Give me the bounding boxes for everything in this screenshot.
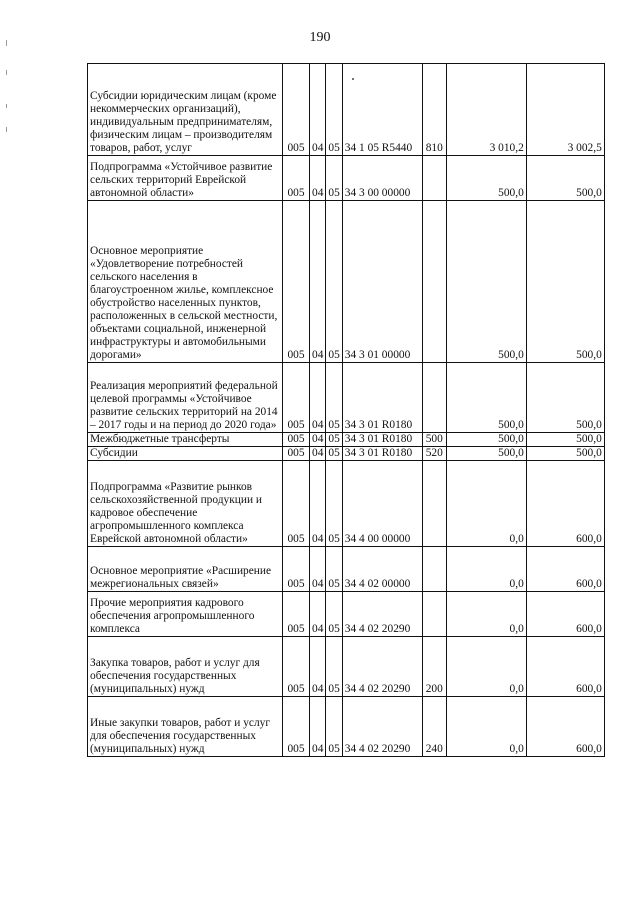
cell-amount-year-2: 600,0: [526, 697, 604, 757]
cell-amount-year-1: 3 010,2: [446, 64, 526, 156]
row-name: Прочие мероприятия кадрового обеспечения агропромышленного комплекса: [88, 592, 283, 637]
cell-subsection-code: 05: [326, 547, 342, 592]
cell-amount-year-2: 500,0: [526, 447, 604, 461]
cell-subsection-code: 05: [326, 637, 342, 697]
row-name: Иные закупки товаров, работ и услуг для обеспечения государственных (муниципальных) нужд: [88, 697, 283, 757]
cell-expense-type-code: 810: [422, 64, 446, 156]
cell-amount-year-1: 0,0: [446, 637, 526, 697]
row-name: Реализация мероприятий федеральной целевой программы «Устойчивое развитие сельских территорий на 2014 – 2017 годы и на период до 2020 года»: [88, 363, 283, 433]
cell-grbs-code: 005: [283, 637, 310, 697]
cell-target-item-code: 34 3 00 00000: [342, 156, 422, 201]
page-number: 190: [309, 30, 331, 45]
table-row: [88, 637, 605, 697]
budget-table: [87, 63, 605, 757]
cell-amount-year-1: 0,0: [446, 461, 526, 547]
cell-grbs-code: 005: [283, 201, 310, 363]
cell-amount-year-1: 500,0: [446, 201, 526, 363]
cell-amount-year-2: 600,0: [526, 637, 604, 697]
row-name: Субсидии: [88, 447, 283, 461]
cell-subsection-code: 05: [326, 156, 342, 201]
row-name: Межбюджетные трансферты: [88, 433, 283, 447]
table-row: [88, 201, 605, 363]
row-name: Подпрограмма «Устойчивое развитие сельских территорий Еврейской автономной области»: [88, 156, 283, 201]
cell-grbs-code: 005: [283, 547, 310, 592]
cell-section-code: 04: [310, 637, 326, 697]
cell-section-code: 04: [310, 433, 326, 447]
cell-expense-type-code: 240: [422, 697, 446, 757]
cell-target-item-code: 34 4 02 20290: [342, 637, 422, 697]
cell-expense-type-code: 200: [422, 637, 446, 697]
row-name: Субсидии юридическим лицам (кроме некоммерческих организаций), индивидуальным предпринимателям, физическим лицам – производителям товаров, работ, услуг: [88, 64, 283, 156]
cell-amount-year-2: 500,0: [526, 433, 604, 447]
cell-subsection-code: 05: [326, 201, 342, 363]
cell-target-item-code: 34 4 02 20290: [342, 697, 422, 757]
table-row: [88, 547, 605, 592]
cell-target-item-code: 34 1 05 R5440: [342, 64, 422, 156]
cell-amount-year-2: 500,0: [526, 156, 604, 201]
cell-expense-type-code: [422, 156, 446, 201]
row-name: Подпрограмма «Развитие рынков сельскохозяйственной продукции и кадровое обеспечение агропромышленного комплекса Еврейской автономной области»: [88, 461, 283, 547]
cell-grbs-code: 005: [283, 64, 310, 156]
cell-subsection-code: 05: [326, 447, 342, 461]
cell-amount-year-1: 500,0: [446, 433, 526, 447]
cell-target-item-code: 34 4 02 00000: [342, 547, 422, 592]
cell-target-item-code: 34 3 01 R0180: [342, 363, 422, 433]
cell-expense-type-code: [422, 201, 446, 363]
cell-amount-year-1: 500,0: [446, 363, 526, 433]
cell-target-item-code: 34 3 01 00000: [342, 201, 422, 363]
cell-amount-year-2: 600,0: [526, 461, 604, 547]
scan-edge-mark: [6, 70, 7, 75]
cell-grbs-code: 005: [283, 447, 310, 461]
cell-expense-type-code: [422, 592, 446, 637]
cell-subsection-code: 05: [326, 64, 342, 156]
cell-section-code: 04: [310, 447, 326, 461]
cell-subsection-code: 05: [326, 592, 342, 637]
cell-grbs-code: 005: [283, 592, 310, 637]
table-row: [88, 64, 605, 156]
table-row: [88, 363, 605, 433]
cell-amount-year-1: 0,0: [446, 592, 526, 637]
table-body: [88, 64, 605, 757]
cell-expense-type-code: [422, 461, 446, 547]
cell-expense-type-code: 520: [422, 447, 446, 461]
cell-expense-type-code: 500: [422, 433, 446, 447]
scan-edge-mark: [6, 127, 7, 132]
cell-amount-year-2: 600,0: [526, 592, 604, 637]
cell-section-code: 04: [310, 363, 326, 433]
cell-expense-type-code: [422, 363, 446, 433]
cell-grbs-code: 005: [283, 433, 310, 447]
cell-target-item-code: 34 3 01 R0180: [342, 447, 422, 461]
cell-grbs-code: 005: [283, 461, 310, 547]
cell-target-item-code: 34 4 00 00000: [342, 461, 422, 547]
cell-amount-year-2: 500,0: [526, 201, 604, 363]
cell-subsection-code: 05: [326, 697, 342, 757]
cell-amount-year-1: 0,0: [446, 547, 526, 592]
cell-amount-year-2: 3 002,5: [526, 64, 604, 156]
row-name: Закупка товаров, работ и услуг для обеспечения государственных (муниципальных) нужд: [88, 637, 283, 697]
cell-amount-year-1: 0,0: [446, 697, 526, 757]
cell-amount-year-2: 500,0: [526, 363, 604, 433]
table-row: [88, 447, 605, 461]
cell-grbs-code: 005: [283, 156, 310, 201]
table-row: [88, 592, 605, 637]
cell-grbs-code: 005: [283, 697, 310, 757]
table-row: [88, 156, 605, 201]
table-row: [88, 697, 605, 757]
cell-section-code: 04: [310, 201, 326, 363]
cell-section-code: 04: [310, 461, 326, 547]
cell-grbs-code: 005: [283, 363, 310, 433]
cell-subsection-code: 05: [326, 433, 342, 447]
table-row: [88, 433, 605, 447]
cell-subsection-code: 05: [326, 363, 342, 433]
cell-amount-year-2: 600,0: [526, 547, 604, 592]
cell-subsection-code: 05: [326, 461, 342, 547]
cell-expense-type-code: [422, 547, 446, 592]
cell-section-code: 04: [310, 592, 326, 637]
row-name: Основное мероприятие «Удовлетворение потребностей сельского населения в благоустроенном жилье, комплексное обустройство населенных пунктов, расположенных в сельской местности, объектами социальной, инженерной инфраструктуры и автомобильными дорогами»: [88, 201, 283, 363]
cell-target-item-code: 34 3 01 R0180: [342, 433, 422, 447]
cell-amount-year-1: 500,0: [446, 447, 526, 461]
cell-target-item-code: 34 4 02 20290: [342, 592, 422, 637]
cell-section-code: 04: [310, 547, 326, 592]
cell-section-code: 04: [310, 697, 326, 757]
cell-amount-year-1: 500,0: [446, 156, 526, 201]
cell-section-code: 04: [310, 64, 326, 156]
scan-edge-mark: [6, 104, 7, 108]
table-row: [88, 461, 605, 547]
row-name: Основное мероприятие «Расширение межрегиональных связей»: [88, 547, 283, 592]
cell-section-code: 04: [310, 156, 326, 201]
